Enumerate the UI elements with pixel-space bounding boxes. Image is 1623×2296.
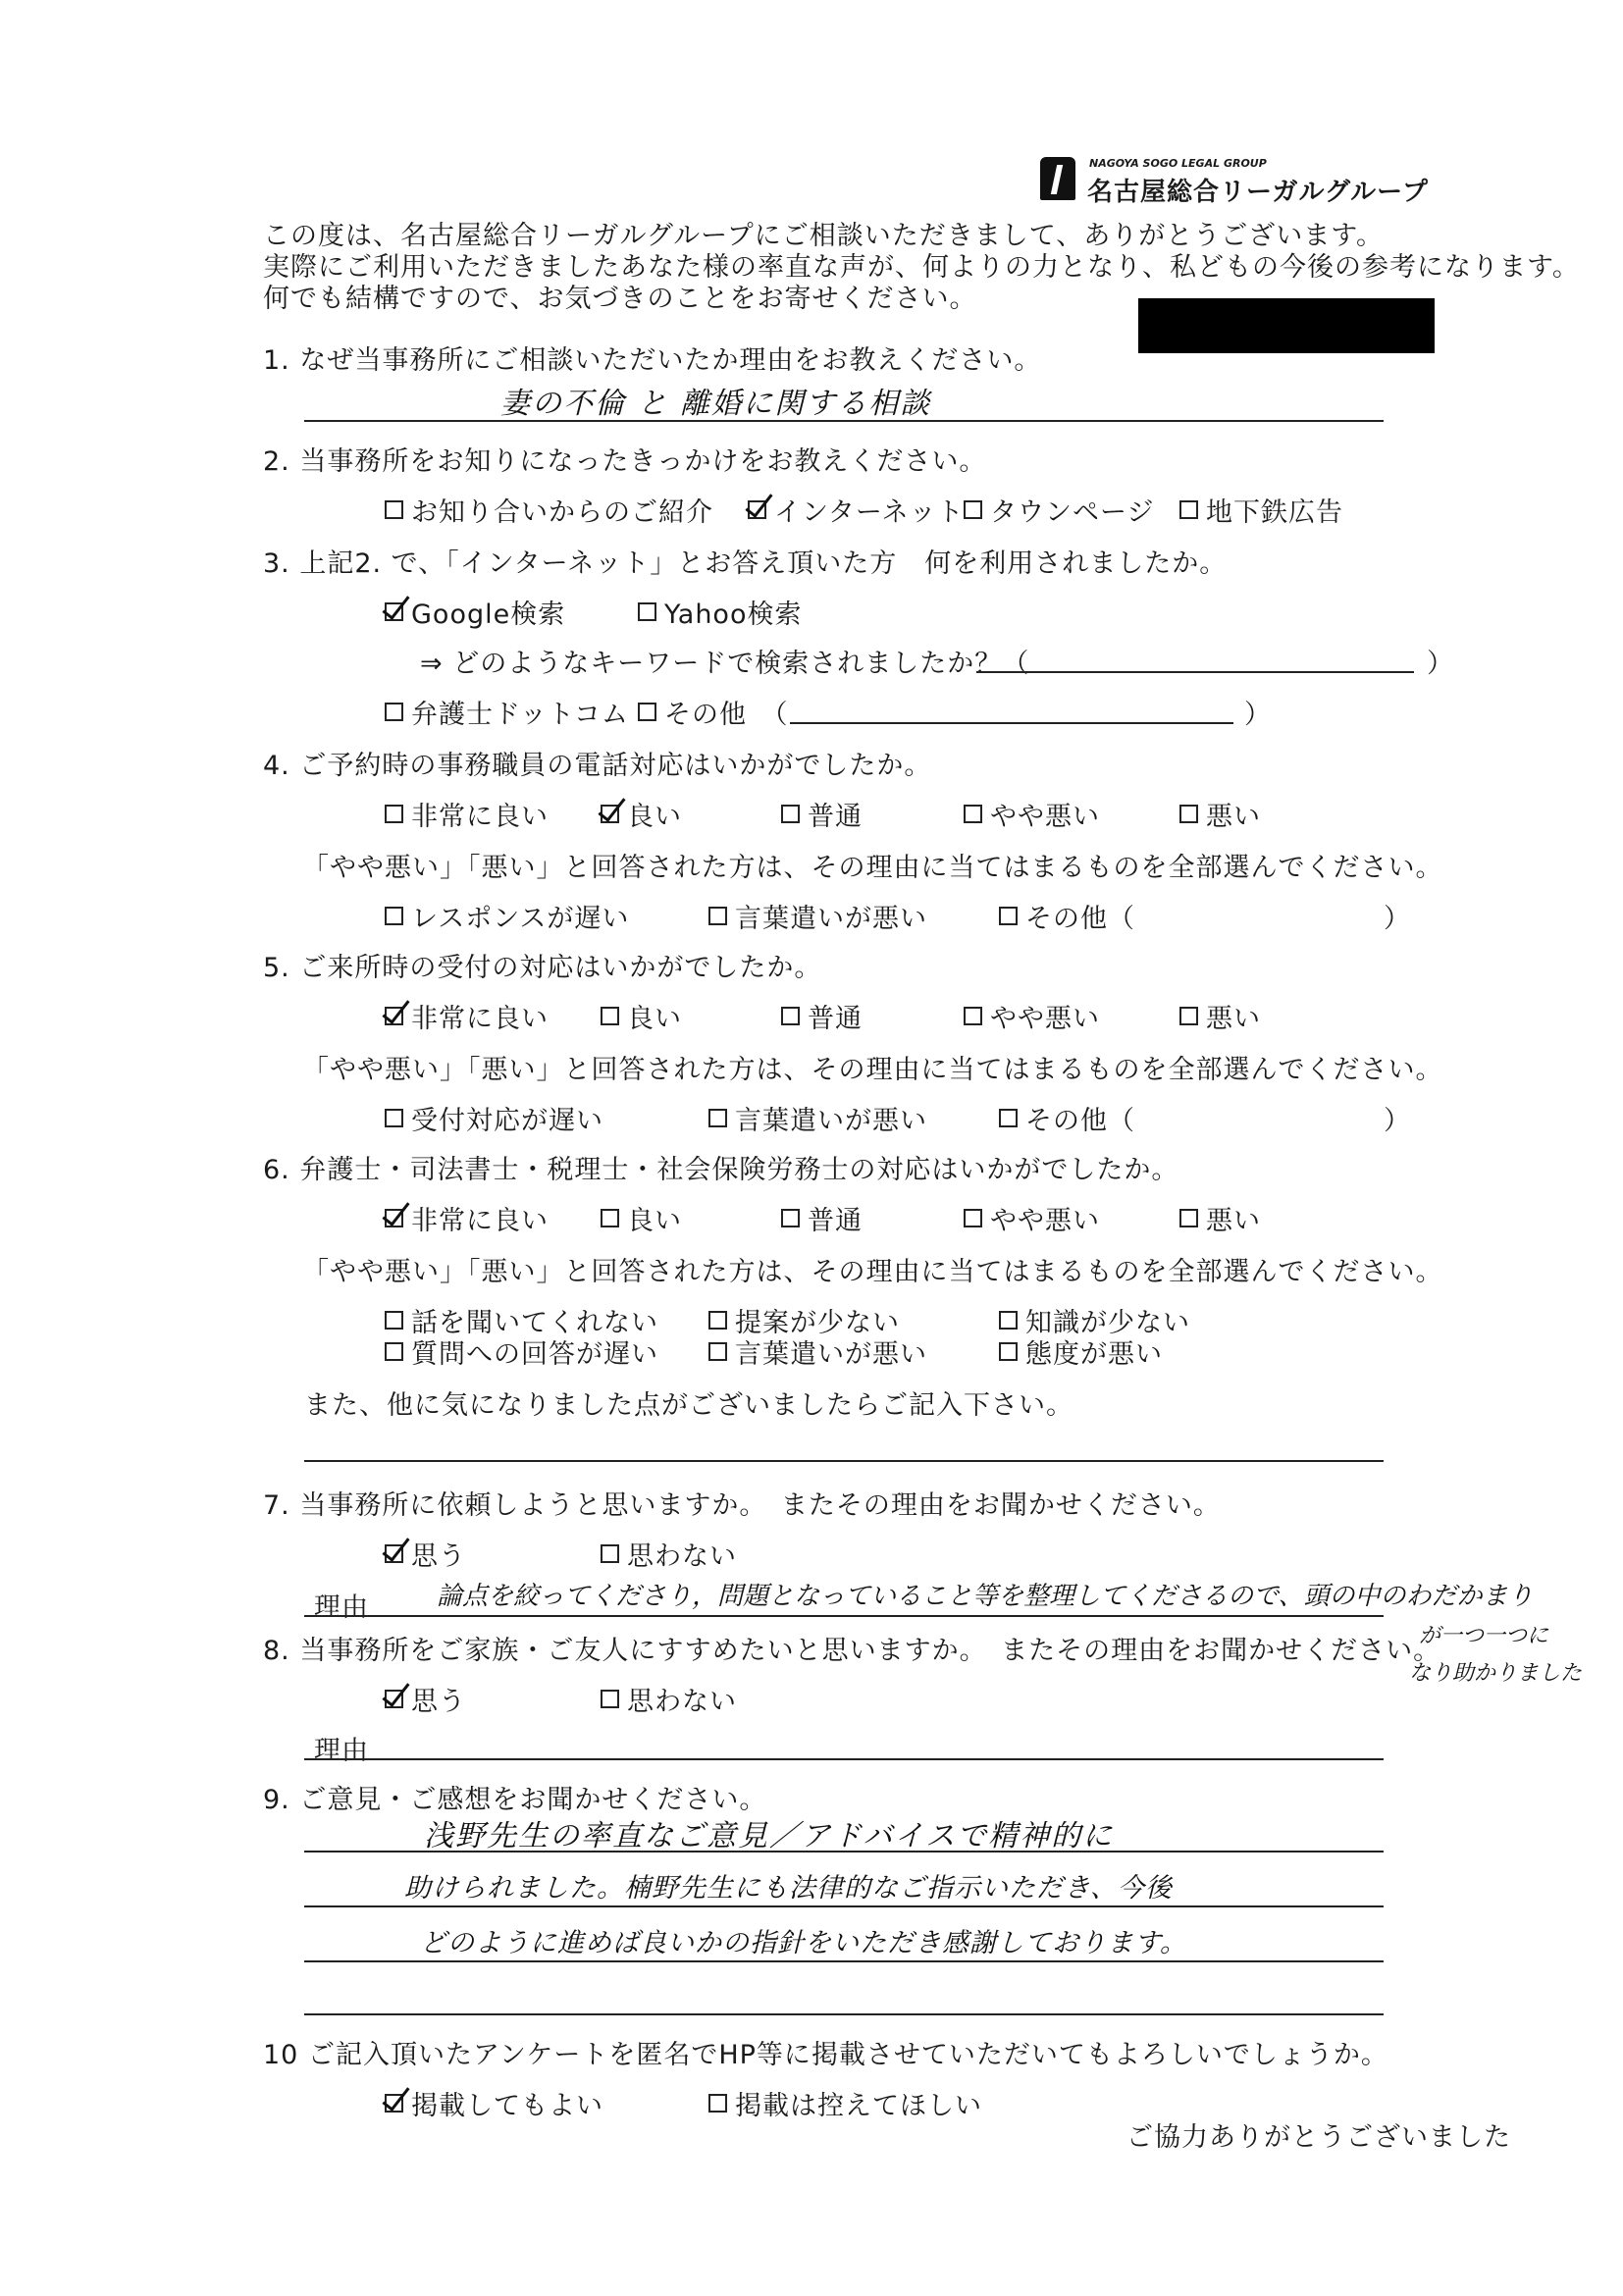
q5-rating-bad[interactable]: 悪い bbox=[1179, 997, 1261, 1035]
checkbox[interactable] bbox=[964, 805, 982, 823]
q2-option-subway-ad[interactable]: 地下鉄広告 bbox=[1179, 491, 1343, 529]
checkbox[interactable] bbox=[781, 805, 800, 823]
q5-rating-good[interactable]: 良い bbox=[601, 997, 682, 1035]
checkbox[interactable] bbox=[385, 1342, 403, 1361]
q8-reason-label: 理由 bbox=[314, 1736, 369, 1766]
q7-option-yes[interactable]: 思う bbox=[385, 1535, 466, 1573]
q8-option-no[interactable]: 思わない bbox=[601, 1680, 737, 1718]
q4-reason-slow-response[interactable]: レスポンスが遅い bbox=[385, 897, 629, 935]
checkbox[interactable] bbox=[638, 703, 656, 721]
q4-reason-bad-wording[interactable]: 言葉遣いが悪い bbox=[708, 897, 927, 935]
q2-question: 2. 当事務所をお知りになったきっかけをお教えください。 bbox=[263, 446, 987, 477]
q1-answer: 妻の不倫 と 離婚に関する相談 bbox=[500, 387, 932, 421]
q6-followup: 「やや悪い」「悪い」と回答された方は、その理由に当てはまるものを全部選んでください。 bbox=[302, 1257, 1443, 1287]
checkbox-checked[interactable] bbox=[385, 2094, 403, 2113]
q3-option-google[interactable]: Google検索 bbox=[385, 593, 565, 631]
q4-question: 4. ご予約時の事務職員の電話対応はいかがでしたか。 bbox=[263, 751, 932, 781]
q5-reason-slow-reception[interactable]: 受付対応が遅い bbox=[385, 1099, 603, 1137]
checkbox[interactable] bbox=[964, 1209, 982, 1227]
checkbox[interactable] bbox=[708, 1311, 727, 1330]
q7-option-no[interactable]: 思わない bbox=[601, 1535, 737, 1573]
q9-question: 9. ご意見・ご感想をお聞かせください。 bbox=[263, 1785, 767, 1815]
checkbox-checked[interactable] bbox=[385, 1690, 403, 1708]
q4-reason-other[interactable]: その他（ bbox=[999, 897, 1135, 935]
q4-rating-average[interactable]: 普通 bbox=[781, 795, 863, 833]
checkbox-checked[interactable] bbox=[385, 1007, 403, 1025]
intro-line-2: 実際にご利用いただきましたあなた様の率直な声が、何よりの力となり、私どもの今後の参考になります。 bbox=[263, 252, 1580, 283]
q4-reason-close-paren: ） bbox=[1384, 904, 1410, 934]
q6-rating-bad[interactable]: 悪い bbox=[1179, 1199, 1261, 1237]
q6-reason-bad-attitude[interactable]: 態度が悪い bbox=[999, 1332, 1163, 1371]
checkbox[interactable] bbox=[385, 805, 403, 823]
checkbox[interactable] bbox=[385, 907, 403, 925]
checkbox-checked[interactable] bbox=[385, 602, 403, 621]
q9-line-3[interactable] bbox=[304, 1960, 1384, 1962]
checkbox[interactable] bbox=[1179, 805, 1198, 823]
checkbox[interactable] bbox=[1179, 1007, 1198, 1025]
q3-other-close-paren: ） bbox=[1244, 700, 1271, 730]
q7-reason-margin-note-1: が一つ一つに bbox=[1419, 1624, 1549, 1648]
q2-option-townpage[interactable]: タウンページ bbox=[964, 491, 1154, 529]
q5-reason-bad-wording[interactable]: 言葉遣いが悪い bbox=[708, 1099, 927, 1137]
checkbox-checked[interactable] bbox=[748, 500, 766, 519]
checkbox-checked[interactable] bbox=[601, 805, 619, 823]
closing-thanks: ご協力ありがとうございました bbox=[1126, 2122, 1511, 2153]
q2-option-introduction[interactable]: お知り合いからのご紹介 bbox=[385, 491, 713, 529]
checkbox[interactable] bbox=[385, 1109, 403, 1127]
q6-reason-not-listening[interactable]: 話を聞いてくれない bbox=[385, 1301, 658, 1339]
q6-reason-slow-answers[interactable]: 質問への回答が遅い bbox=[385, 1332, 658, 1371]
q7-question: 7. 当事務所に依頼しようと思いますか。 またその理由をお聞かせください。 bbox=[263, 1490, 1221, 1521]
q5-rating-average[interactable]: 普通 bbox=[781, 997, 863, 1035]
checkbox-checked[interactable] bbox=[385, 1544, 403, 1563]
q4-followup: 「やや悪い」「悪い」と回答された方は、その理由に当てはまるものを全部選んでください。 bbox=[302, 853, 1443, 883]
checkbox[interactable] bbox=[708, 1342, 727, 1361]
checkbox[interactable] bbox=[385, 1311, 403, 1330]
checkbox[interactable] bbox=[601, 1690, 619, 1708]
q9-line-2[interactable] bbox=[304, 1905, 1384, 1907]
q3-keyword-prompt: ⇒ どのようなキーワードで検索されましたか？（ bbox=[420, 649, 1030, 679]
q6-other-note: また、他に気になりました点がございましたらご記入下さい。 bbox=[304, 1390, 1073, 1421]
q6-rating-very-good[interactable]: 非常に良い bbox=[385, 1199, 549, 1237]
q3-option-yahoo[interactable]: Yahoo検索 bbox=[638, 593, 802, 631]
q3-keyword-input-line[interactable] bbox=[976, 671, 1414, 673]
q5-followup: 「やや悪い」「悪い」と回答された方は、その理由に当てはまるものを全部選んでください。 bbox=[302, 1055, 1443, 1085]
q4-rating-bad[interactable]: 悪い bbox=[1179, 795, 1261, 833]
q9-comment-line-1: 浅野先生の率直なご意見／アドバイスで精神的に bbox=[424, 1819, 1115, 1853]
q4-rating-somewhat-bad[interactable]: やや悪い bbox=[964, 795, 1100, 833]
q6-reason-bad-wording[interactable]: 言葉遣いが悪い bbox=[708, 1332, 927, 1371]
checkbox[interactable] bbox=[601, 1544, 619, 1563]
q3-other-input-line[interactable] bbox=[790, 722, 1233, 724]
checkbox[interactable] bbox=[385, 500, 403, 519]
q3-option-bengoshi[interactable]: 弁護士ドットコム bbox=[385, 693, 629, 731]
q9-line-1[interactable] bbox=[304, 1851, 1384, 1852]
q9-comment-line-2: 助けられました。楠野先生にも法律的なご指示いただき、今後 bbox=[404, 1873, 1173, 1904]
checkbox[interactable] bbox=[601, 1007, 619, 1025]
q5-rating-somewhat-bad[interactable]: やや悪い bbox=[964, 997, 1100, 1035]
logo-japanese: 名古屋総合リーガルグループ bbox=[1087, 178, 1429, 207]
checkbox[interactable] bbox=[708, 907, 727, 925]
checkbox[interactable] bbox=[1179, 500, 1198, 519]
checkbox[interactable] bbox=[999, 1109, 1018, 1127]
q6-other-note-line[interactable] bbox=[304, 1460, 1384, 1462]
q3-question: 3. 上記2. で、「インターネット」とお答え頂いた方 何を利用されましたか。 bbox=[263, 548, 1228, 579]
checkbox[interactable] bbox=[964, 1007, 982, 1025]
q7-reason-text: 論点を絞ってくださり，問題となっていること等を整理してくださるので、頭の中のわだかまり bbox=[437, 1582, 1534, 1611]
q6-question: 6. 弁護士・司法書士・税理士・社会保険労務士の対応はいかがでしたか。 bbox=[263, 1155, 1179, 1185]
checkbox[interactable] bbox=[385, 703, 403, 721]
q10-option-allow[interactable]: 掲載してもよい bbox=[385, 2084, 603, 2122]
q1-question: 1. なぜ当事務所にご相談いただいたか理由をお教えください。 bbox=[263, 345, 1042, 376]
q3-option-other[interactable]: その他 （ bbox=[638, 693, 789, 731]
q7-reason-margin-note-2: なり助かりました bbox=[1409, 1661, 1583, 1686]
q7-reason-line[interactable] bbox=[304, 1615, 1384, 1617]
q5-reason-other[interactable]: その他（ bbox=[999, 1099, 1135, 1137]
q8-question: 8. 当事務所をご家族・ご友人にすすめたいと思いますか。 またその理由をお聞かせください。 bbox=[263, 1636, 1441, 1666]
logo-icon bbox=[1040, 157, 1075, 200]
checkbox[interactable] bbox=[708, 2094, 727, 2113]
q2-option-internet[interactable]: インターネット bbox=[748, 491, 965, 529]
checkbox[interactable] bbox=[601, 1209, 619, 1227]
q9-comment-line-3: どのように進めば良いかの指針をいただき感謝しております。 bbox=[420, 1928, 1187, 1958]
q5-rating-very-good[interactable]: 非常に良い bbox=[385, 997, 549, 1035]
q4-rating-very-good[interactable]: 非常に良い bbox=[385, 795, 549, 833]
intro-line-3: 何でも結構ですので、お気づきのことをお寄せください。 bbox=[263, 284, 977, 314]
logo-english: NAGOYA SOGO LEGAL GROUP bbox=[1089, 157, 1267, 170]
checkbox[interactable] bbox=[999, 1342, 1018, 1361]
q10-option-decline[interactable]: 掲載は控えてほしい bbox=[708, 2084, 982, 2122]
q3-keyword-close-paren: ） bbox=[1427, 649, 1453, 679]
checkbox[interactable] bbox=[708, 1109, 727, 1127]
q9-line-4[interactable] bbox=[304, 2013, 1384, 2015]
checkbox[interactable] bbox=[964, 500, 982, 519]
q4-rating-good[interactable]: 良い bbox=[601, 795, 682, 833]
q5-question: 5. ご来所時の受付の対応はいかがでしたか。 bbox=[263, 953, 822, 983]
q6-reason-little-knowledge[interactable]: 知識が少ない bbox=[999, 1301, 1190, 1339]
redaction-box bbox=[1138, 298, 1435, 353]
q1-answer-line bbox=[304, 420, 1384, 422]
checkbox[interactable] bbox=[638, 602, 656, 621]
checkbox[interactable] bbox=[1179, 1209, 1198, 1227]
q5-reason-close-paren: ） bbox=[1384, 1106, 1410, 1136]
q7-reason-label: 理由 bbox=[314, 1592, 369, 1623]
checkbox[interactable] bbox=[781, 1007, 800, 1025]
checkbox[interactable] bbox=[781, 1209, 800, 1227]
q8-option-yes[interactable]: 思う bbox=[385, 1680, 466, 1718]
q6-rating-somewhat-bad[interactable]: やや悪い bbox=[964, 1199, 1100, 1237]
intro-line-1: この度は、名古屋総合リーガルグループにご相談いただきまして、ありがとうございます。 bbox=[263, 221, 1385, 251]
q6-reason-few-proposals[interactable]: 提案が少ない bbox=[708, 1301, 900, 1339]
q8-reason-line[interactable] bbox=[304, 1758, 1384, 1760]
q6-rating-good[interactable]: 良い bbox=[601, 1199, 682, 1237]
checkbox[interactable] bbox=[999, 907, 1018, 925]
q6-rating-average[interactable]: 普通 bbox=[781, 1199, 863, 1237]
checkbox-checked[interactable] bbox=[385, 1209, 403, 1227]
q10-question: 10 ご記入頂いたアンケートを匿名でHP等に掲載させていただいてもよろしいでしょうか。 bbox=[263, 2040, 1388, 2070]
checkbox[interactable] bbox=[999, 1311, 1018, 1330]
